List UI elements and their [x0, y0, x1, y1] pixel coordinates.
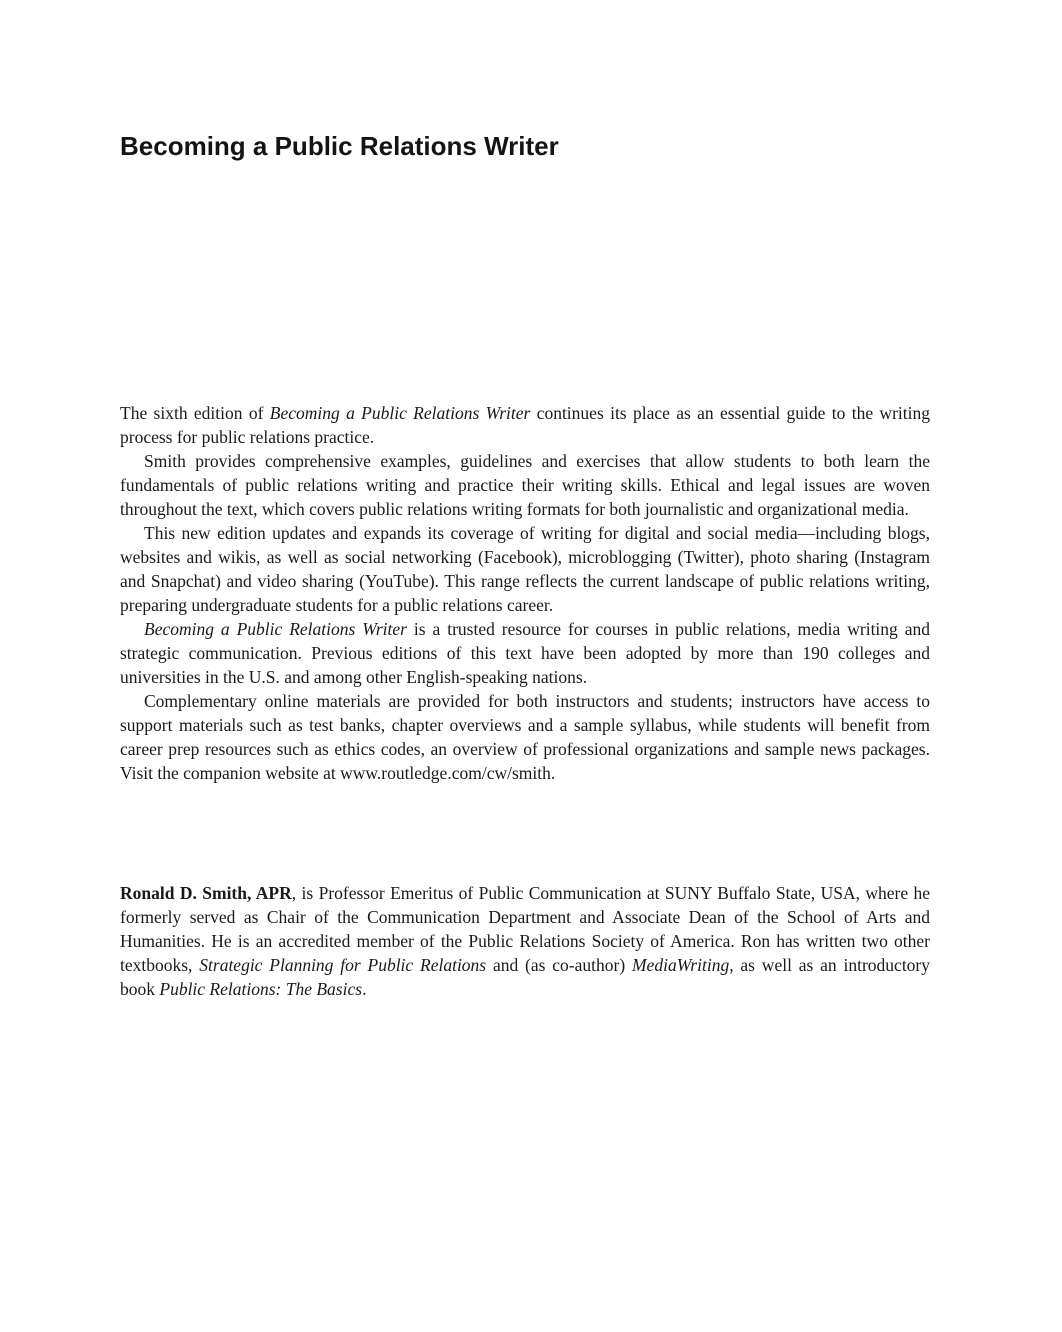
author-bio-paragraph [120, 881, 930, 1001]
book-title-italic: Becoming a Public Relations Writer [144, 619, 407, 639]
paragraph-text: continues its place as an essential guide to the writing process for public relations practice. [120, 403, 930, 447]
paragraph-text: The sixth edition of [120, 403, 270, 423]
book-description [120, 401, 930, 785]
paragraph-text: is a trusted resource for courses in public relations, media writing and strategic communication. Previous editions of this text have been adopted by more than 190 colleges and universities in the U.S. and among other English-speaking nations. [120, 619, 931, 687]
book-title-italic: MediaWriting [631, 955, 730, 975]
author-bio [120, 881, 930, 1001]
book-title-italic: Strategic Planning for Public Relations [199, 955, 487, 975]
description-paragraph-1 [120, 401, 930, 449]
description-paragraph-4 [120, 617, 930, 689]
bio-text: and (as co-author) [486, 955, 632, 975]
author-name: Ronald D. Smith, APR [120, 883, 292, 903]
bio-text: , is Professor Emeritus of Public Communication at SUNY Buffalo State, USA, where he formerly served as Chair of the Communication Department and Associate Dean of the School of Arts and Humanities. He is an accredited member of the Public Relations Society of America. Ron has written two other textbooks, [120, 883, 931, 975]
bio-text: . [362, 979, 367, 999]
description-paragraph-2: Smith provides comprehensive examples, guidelines and exercises that allow students to both learn the fundamentals of public relations writing and practice their writing skills. Ethical and legal issues are woven throughout the text, which covers public relations writing formats for both journalistic and organizational media. [120, 451, 930, 519]
description-paragraph-5: Complementary online materials are provided for both instructors and students; instructors have access to support materials such as test banks, chapter overviews and a sample syllabus, while students will benefit from career prep resources such as ethics codes, an overview of professional organizations and sample news packages. Visit the companion website at www.routledge.com/cw/smith. [120, 691, 930, 783]
page-title: Becoming a Public Relations Writer [120, 131, 559, 161]
description-paragraph-3: This new edition updates and expands its coverage of writing for digital and social media—including blogs, websites and wikis, as well as social networking (Facebook), microblogging (Twitter), photo sharing (Instagram and Snapchat) and video sharing (YouTube). This range reflects the current landscape of public relations writing, preparing undergraduate students for a public relations career. [120, 523, 930, 615]
bio-text: , as well as an introductory book [120, 955, 931, 999]
book-title-italic: Becoming a Public Relations Writer [269, 403, 531, 423]
book-title-italic: Public Relations: The Basics [159, 979, 363, 999]
